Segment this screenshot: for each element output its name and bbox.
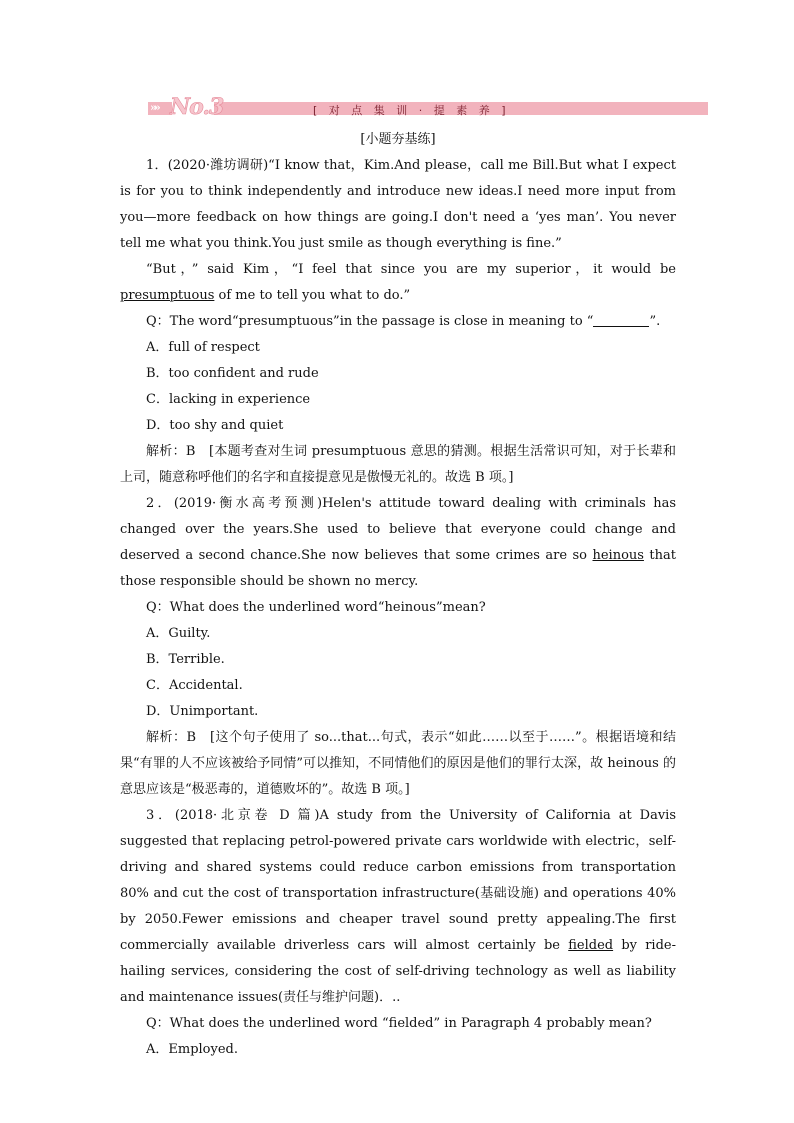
q3-passage-text: 3．(2018·北京卷 D 篇)A study from the University of California at Davis suggested that replacing petrol-powered private cars worldwide with electric，self-driving and shared systems could reduce carbon emissions from transportation 80% and cut the cost of transportation infrastructure(基础设施) and operations 40% by 2050.Fewer emissions and cheaper travel sound pretty appealing.The first commercially available driverless cars will almost certainly be [120, 808, 676, 953]
q2-question: Q：What does the underlined word“heinous”mean? [146, 600, 486, 615]
q2-option-c: C．Accidental. [146, 678, 243, 693]
q3-passage-tail: by ride-hailing services, considering the cost of self-driving technology as well as liability and maintenance issues(责任与维护问题)．.. [120, 938, 676, 1005]
q2-analysis: 解析：B [这个句子使用了 so...that...句式，表示“如此……以至于……”。根据语境和结果“有罪的人不应该被给予同情”可以推知，不同情他们的原因是他们的罪行太深，故 heinous 的意思应该是“极恶毒的，道德败坏的”。故选 B 项。] [120, 730, 676, 797]
q1-passage-2-text: “But，” said Kim，“I feel that since you are my superior，it would be [146, 262, 676, 277]
banner-number: No.3 [170, 94, 224, 120]
q1-question-text: Q：The word“presumptuous”in the passage is close in meaning to “ [146, 314, 594, 329]
q2-underlined-word: heinous [592, 548, 644, 563]
q1-option-d: D．too shy and quiet [146, 418, 284, 433]
q3-option-a: A．Employed. [146, 1042, 239, 1057]
q2-option-a: A．Guilty. [146, 626, 211, 641]
q1-question [120, 309, 676, 335]
q3-underlined-word: fielded [568, 938, 614, 953]
q2-option-d: D．Unimportant. [146, 704, 259, 719]
q1-question-tail: ”. [649, 314, 661, 329]
q3-passage [120, 803, 676, 1011]
q2-passage-text: 2．(2019·衡水高考预测)Helen's attitude toward dealing with criminals has changed over the years.She used to believe that everyone could change and deserved a second chance.She now believes that some crimes are so [120, 496, 676, 563]
q1-option-c: C．lacking in experience [146, 392, 311, 407]
q3-question: Q：What does the underlined word “fielded” in Paragraph 4 probably mean? [146, 1016, 652, 1031]
section-title: [小题夯基练] [360, 132, 436, 147]
answer-blank [593, 312, 649, 327]
q1-passage-2 [120, 257, 676, 309]
q1-passage-1: 1．(2020·潍坊调研)“I know that，Kim.And please，call me Bill.But what I expect is for you to think independently and introduce new ideas.I need more input from you—more feedback on how things are going.I don't need a ‘yes man’. You never tell me what you think.You just smile as though everything is fine.” [120, 158, 676, 251]
q1-analysis: 解析：B [本题考查对生词 presumptuous 意思的猜测。根据生活常识可知，对于长辈和上司，随意称呼他们的名字和直接提意见是傲慢无礼的。故选 B 项。] [120, 444, 676, 485]
q2-passage-tail: that those responsible should be shown no mercy. [120, 548, 676, 589]
page-content [120, 126, 676, 1063]
section-banner [148, 94, 708, 120]
banner-title: [ 对 点 集 训 · 提 素 养 ] [313, 104, 510, 117]
q1-option-a: A．full of respect [146, 340, 260, 355]
q1-option-b: B．too confident and rude [146, 366, 319, 381]
q1-underlined-word: presumptuous [120, 288, 215, 303]
q2-passage [120, 491, 676, 595]
q2-option-b: B．Terrible. [146, 652, 225, 667]
q1-passage-2-tail: of me to tell you what to do.” [214, 288, 411, 303]
chevron-arrows-icon: »» [150, 101, 158, 114]
